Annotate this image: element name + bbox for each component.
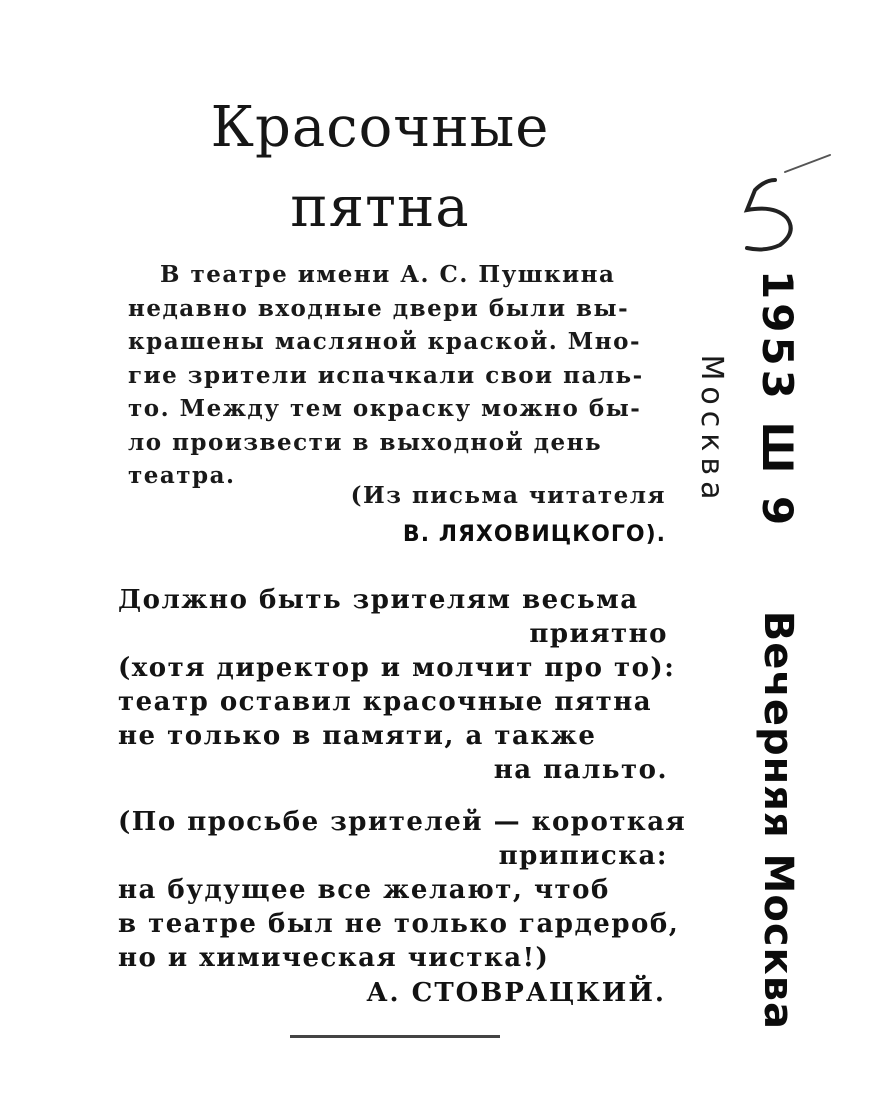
verse-line: приятно [529,619,668,649]
letter-line: то. Между тем окраску можно бы- [128,395,642,422]
handwritten-numeral-mark [735,150,835,260]
letter-line: недавно входные двери были вы- [128,294,630,322]
letter-line: театра. [128,462,236,489]
headline-line-2: пятна [290,175,470,240]
stamp-city-text: Москва [694,354,730,506]
stamp-newspaper: Вечерняя Москва [755,610,801,1030]
letter-author: В. ЛЯХОВИЦКОГО). [402,522,666,547]
stamp-date: 1953 Ш 9 [753,270,803,530]
clipping-stamp [748,270,808,1030]
reader-letter-body [128,258,708,493]
verse-line: приписка: [498,841,668,871]
letter-line: ло произвести в выходной день [128,428,603,456]
stamp-city [692,300,732,560]
author-signature: А. СТОВРАЦКИЙ. [366,978,666,1008]
verse-line: в театре был не только гардероб, [118,909,680,939]
verse-line: театр оставил красочные пятна [118,687,653,717]
letter-source: (Из письма читателя [350,482,666,509]
verse-line: (хотя директор и молчит про то): [118,653,676,683]
verse-line: Должно быть зрителям весьма [118,585,639,615]
verse-line: на будущее все желают, чтоб [118,875,610,905]
letter-line: В театре имени А. С. Пушкина [160,261,616,288]
verse-line: на пальто. [493,755,668,785]
verse-line: не только в памяти, а также [118,721,597,751]
letter-line: гие зрители испачкали свои паль- [128,361,644,389]
verse-stanza-2 [118,805,718,975]
headline-line-1: Красочные [210,95,550,160]
verse-line: (По просьбе зрителей — короткая [118,807,687,837]
divider-rule [290,1035,500,1038]
letter-line: крашены масляной краской. Мно- [128,328,641,355]
verse-stanza-1 [118,583,718,787]
verse-line: но и химическая чистка!) [118,943,550,973]
